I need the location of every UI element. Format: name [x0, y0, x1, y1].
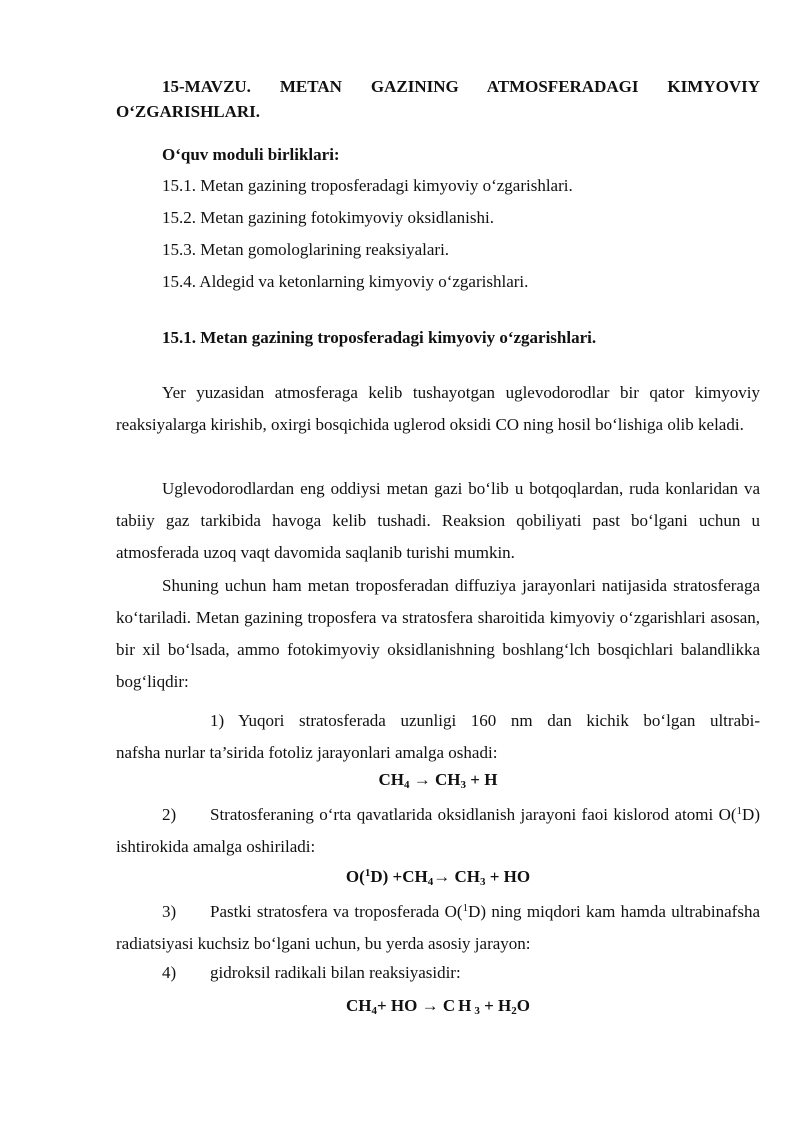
- paragraph-1: Yer yuzasidan atmosferaga kelib tushayotgan uglevodorodlar bir qator kimyoviy reaksiyalarga kirishib, oxirgi bosqichida uglerod oksidi CO ning hosil bo‘lishiga olib keladi.: [116, 383, 760, 434]
- item-4: 4) gidroksil radikali bilan reaksiyasidir:: [162, 960, 461, 986]
- section-heading: 15.1. Metan gazining troposferadagi kimyoviy o‘zgarishlari.: [162, 328, 597, 347]
- topic-title: [116, 74, 760, 124]
- item-2-number: 2): [162, 805, 177, 824]
- paragraph-2: Uglevodorodlardan eng oddiysi metan gazi bo‘lib u botqoqlardan, ruda konlaridan va tabiiy gaz tarkibida havoga kelib tushadi. Reaksion qobiliyati past bo‘lgani uchun u atmosferada uzoq vaqt davomida saqlanib turishi mumkin.: [116, 479, 760, 562]
- topic-title-line-1: 15-MAVZU. METAN GAZINING ATMOSFERADAGI KIMYOVIY: [162, 77, 760, 96]
- toc-item-15-3: 15.3. Metan gomologlarining reaksiyalari.: [162, 240, 450, 259]
- module-units-heading: O‘quv moduli birliklari:: [162, 145, 340, 164]
- item-1-line-2: nafsha nurlar ta’sirida fotoliz jarayonlari amalga oshadi:: [116, 743, 498, 762]
- item-1-line-1: 1) Yuqori stratosferada uzunligi 160 nm dan kichik bo‘lgan ultrabi-: [210, 711, 760, 730]
- item-3: 3) Pastki stratosfera va troposferada O($^1$D) ning miqdori kam hamda ultrabinafsha radiatsiyasi kuchsiz bo‘lgani uchun, bu yerda asosiy jarayon:: [116, 896, 760, 960]
- toc-item-15-1: 15.1. Metan gazining troposferadagi kimyoviy o‘zgarishlari.: [162, 176, 573, 195]
- item-2: 2) Stratosferaning o‘rta qavatlarida oksidlanish jarayoni faoi kislorod atomi O($^1$D) ishtirokida amalga oshiriladi:: [116, 799, 760, 863]
- item-3-number: 3): [162, 902, 177, 921]
- toc-item-15-2: 15.2. Metan gazining fotokimyoviy oksidlanishi.: [162, 208, 494, 227]
- topic-title-line-2: O‘ZGARISHLARI.: [116, 102, 261, 121]
- formula-oxygen-atom: $O(^1D) +CH_4\to CH_3$ + HO: [345, 867, 531, 888]
- formula-photolysis: $CH_4 \to CH_3 + H$: [378, 770, 498, 791]
- formula-hydroxyl: $CH_4+$ HO → $CH_3 + H_2O$: [345, 996, 531, 1017]
- item-4-number: 4): [162, 963, 177, 982]
- paragraph-3: Shuning uchun ham metan troposferadan diffuziya jarayonlari natijasida stratosferaga ko‘tariladi. Metan gazining troposfera va stratosfera sharoitida kimyoviy o‘zgarishlari asosan, bir xil bo‘lsada, ammo fotokimyoviy oksidlanishning boshlang‘lch bosqichlari balandlikka bog‘liqdir:: [116, 576, 760, 691]
- toc-item-15-4: 15.4. Aldegid va ketonlarning kimyoviy o‘zgarishlari.: [162, 272, 529, 291]
